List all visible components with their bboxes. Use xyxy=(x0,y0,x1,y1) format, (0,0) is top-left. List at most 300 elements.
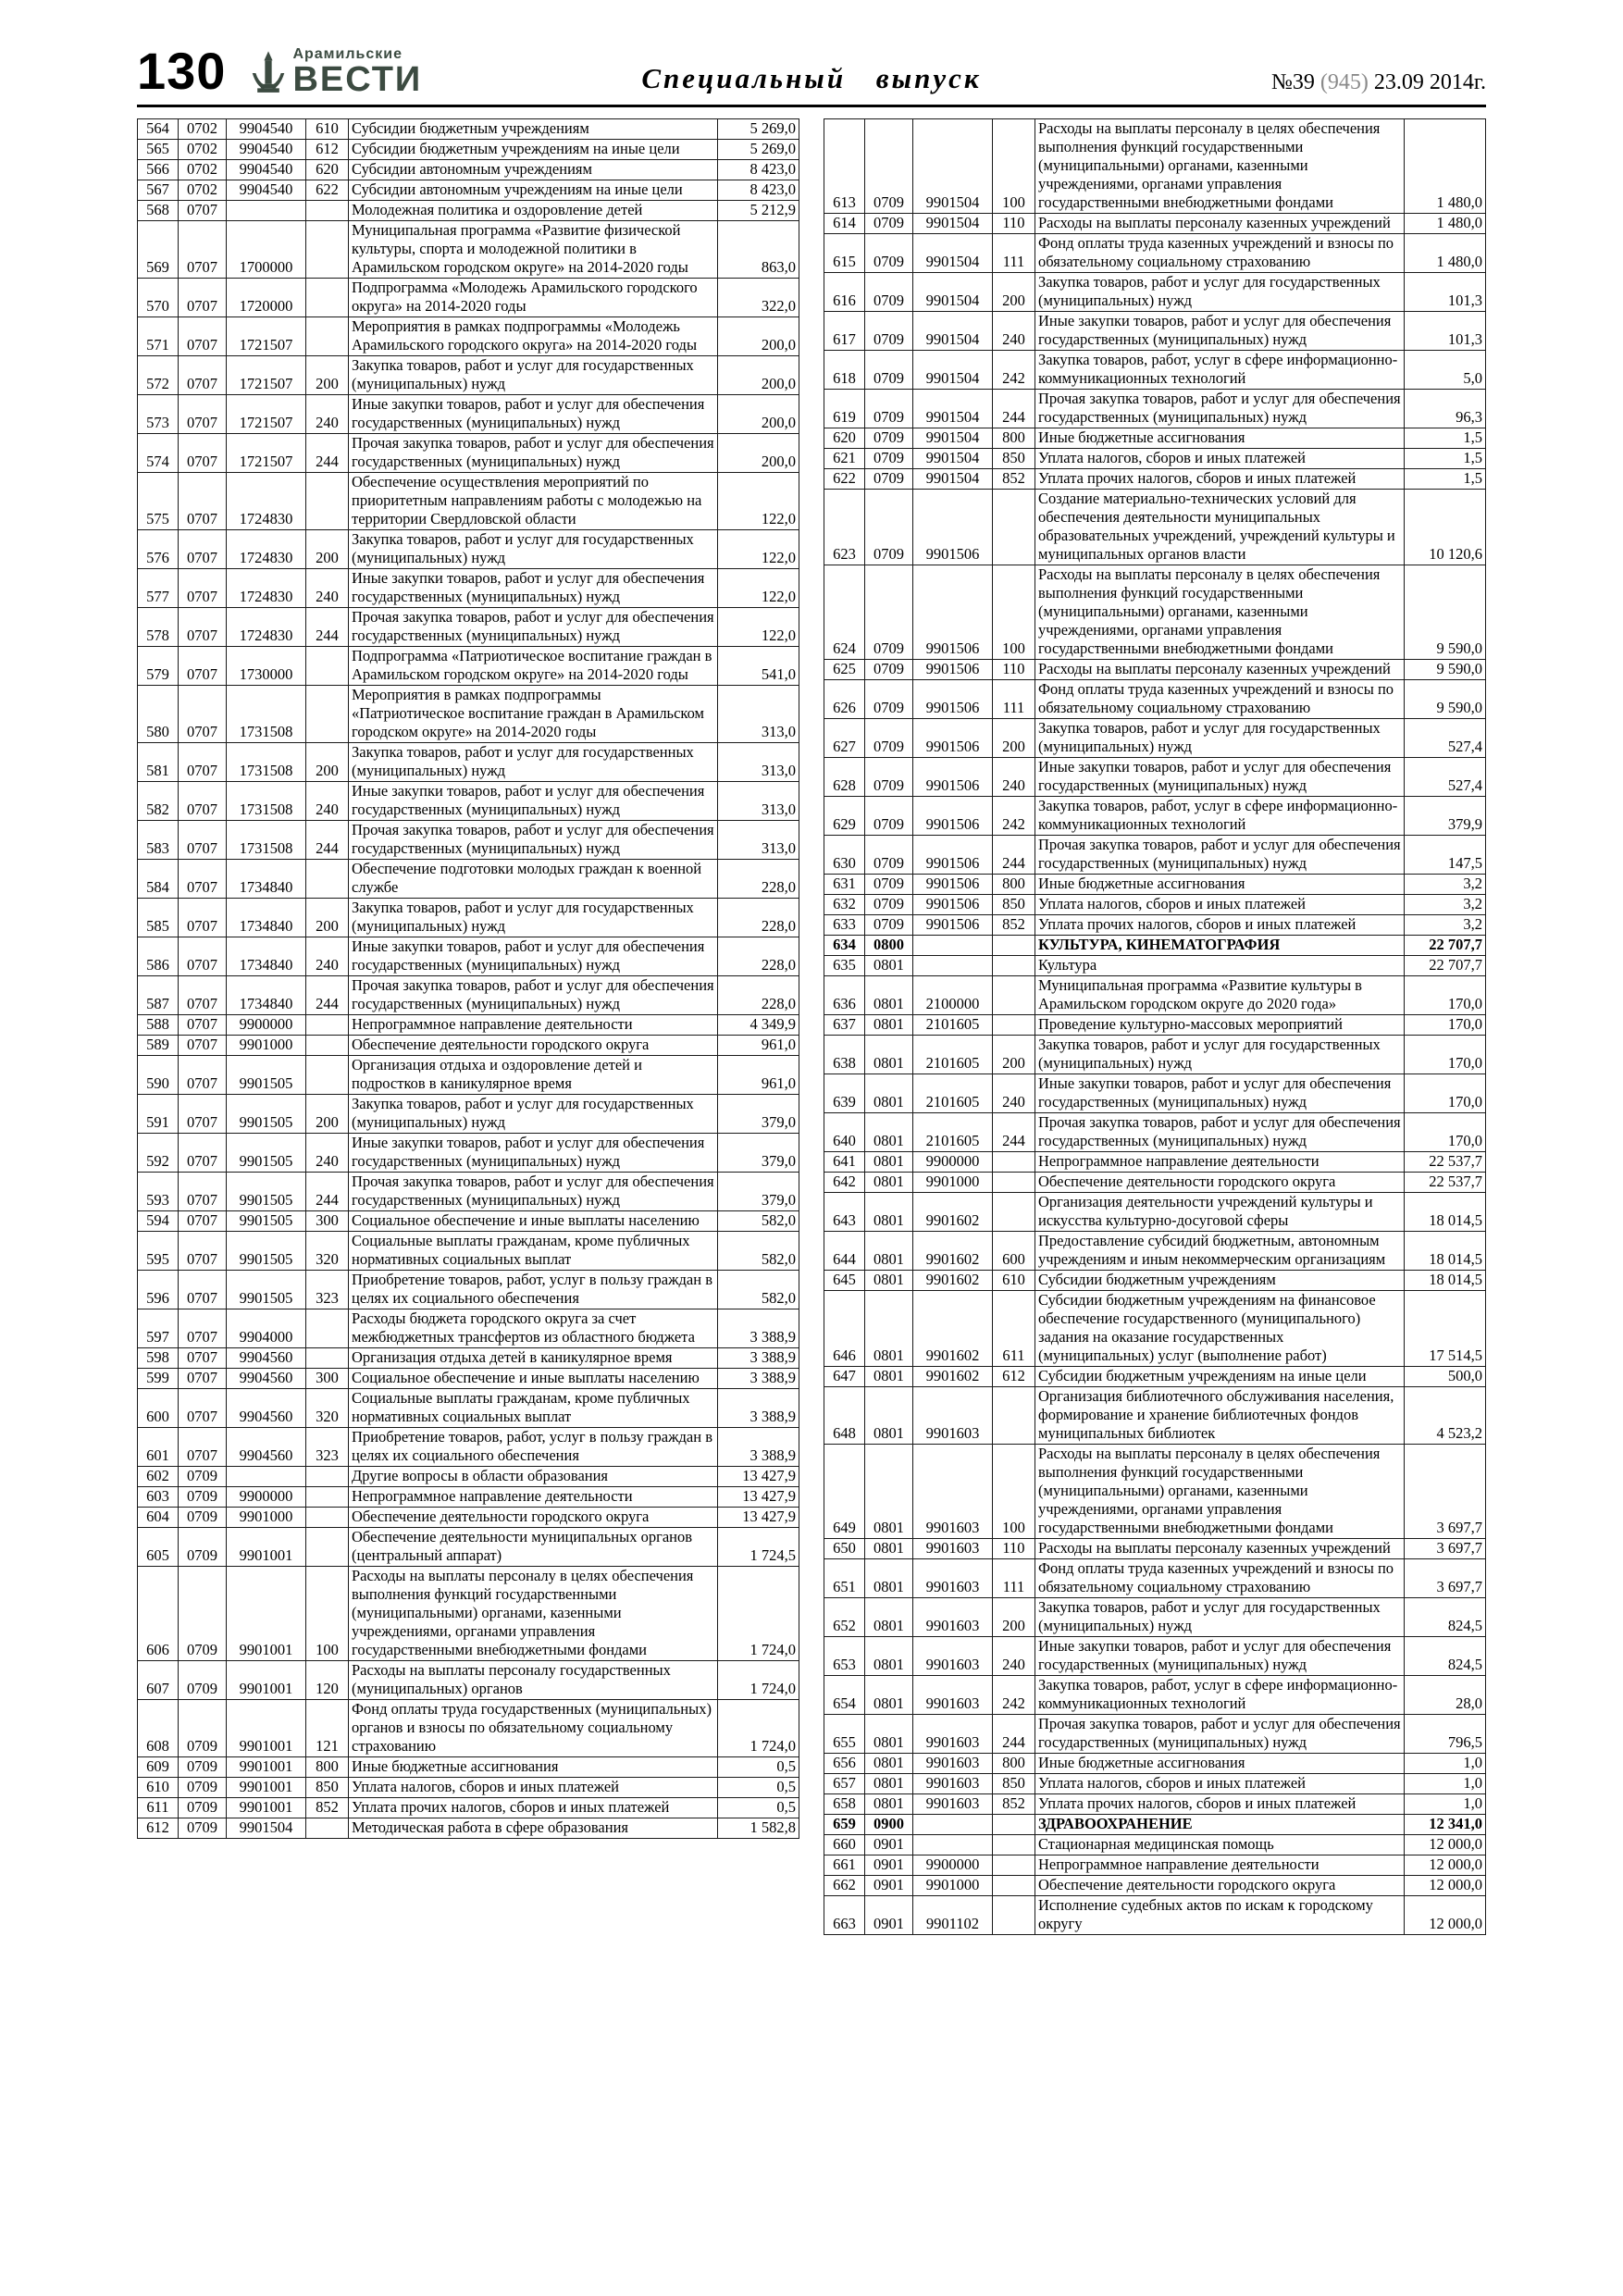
target-article-code: 9901001 xyxy=(227,1528,306,1567)
section-code: 0709 xyxy=(865,895,913,915)
expense-name: Обеспечение осуществления мероприятий по приоритетным направлениям работы с молодежью на территории Свердловской области xyxy=(349,473,718,530)
section-code: 0707 xyxy=(179,1369,227,1389)
table-row xyxy=(138,1095,799,1134)
section-code: 0709 xyxy=(179,1567,227,1661)
target-article-code: 9900000 xyxy=(227,1015,306,1036)
row-number: 641 xyxy=(824,1152,865,1173)
amount: 170,0 xyxy=(1405,1036,1486,1074)
table-row xyxy=(824,758,1486,797)
expense-name: Непрограммное направление деятельности xyxy=(1035,1152,1405,1173)
table-row xyxy=(824,1598,1486,1637)
expense-type-code: 244 xyxy=(993,836,1035,875)
expense-type-code xyxy=(306,279,349,317)
expense-name: Уплата прочих налогов, сборов и иных платежей xyxy=(1035,1794,1405,1815)
issue-info xyxy=(1271,70,1486,97)
section-code: 0709 xyxy=(179,1700,227,1757)
expense-name: Закупка товаров, работ, услуг в сфере информационно-коммуникационных технологий xyxy=(1035,797,1405,836)
row-number: 614 xyxy=(824,214,865,234)
table-row xyxy=(138,1778,799,1798)
amount: 4 523,2 xyxy=(1405,1387,1486,1445)
page-number: 130 xyxy=(137,42,227,100)
expense-name: Мероприятия в рамках подпрограммы «Молодежь Арамильского городского округа» на 2014-2020 годы xyxy=(349,317,718,356)
expense-name: Организация отдыха детей в каникулярное время xyxy=(349,1348,718,1369)
amount: 313,0 xyxy=(718,821,799,860)
expense-type-code xyxy=(306,1487,349,1508)
row-number: 569 xyxy=(138,221,179,279)
table-row xyxy=(824,1232,1486,1271)
target-article-code: 9901603 xyxy=(913,1598,993,1637)
target-article-code: 9901603 xyxy=(913,1754,993,1774)
table-row xyxy=(138,1369,799,1389)
expense-name: Прочая закупка товаров, работ и услуг для обеспечения государственных (муниципальных) нужд xyxy=(349,434,718,473)
newspaper-name-small: Арамильские xyxy=(292,46,403,62)
section-code: 0707 xyxy=(179,1173,227,1211)
table-row xyxy=(138,647,799,686)
expense-name: Уплата налогов, сборов и иных платежей xyxy=(1035,1774,1405,1794)
table-row xyxy=(824,797,1486,836)
row-number: 572 xyxy=(138,356,179,395)
target-article-code: 1724830 xyxy=(227,569,306,608)
section-code: 0707 xyxy=(179,201,227,221)
row-number: 586 xyxy=(138,937,179,976)
table-row xyxy=(824,660,1486,680)
row-number: 653 xyxy=(824,1637,865,1676)
section-code: 0801 xyxy=(865,1074,913,1113)
target-article-code: 9901001 xyxy=(227,1778,306,1798)
expense-type-code: 240 xyxy=(993,758,1035,797)
row-number: 617 xyxy=(824,312,865,351)
expense-type-code: 200 xyxy=(306,899,349,937)
expense-name: Субсидии бюджетным учреждениям на финансовое обеспечение государственного (муниципального) задания на оказание государственных (муниципальных) услуг (выполнение работ) xyxy=(1035,1291,1405,1367)
expense-type-code: 244 xyxy=(993,1715,1035,1754)
section-code: 0901 xyxy=(865,1835,913,1855)
expense-type-code: 200 xyxy=(306,356,349,395)
amount: 228,0 xyxy=(718,899,799,937)
target-article-code: 9901001 xyxy=(227,1661,306,1700)
section-code: 0707 xyxy=(179,1389,227,1428)
expense-name: Закупка товаров, работ и услуг для государственных (муниципальных) нужд xyxy=(349,743,718,782)
expense-name: Организация деятельности учреждений культуры и искусства культурно-досуговой сферы xyxy=(1035,1193,1405,1232)
amount: 5 269,0 xyxy=(718,119,799,140)
amount: 379,0 xyxy=(718,1095,799,1134)
target-article-code: 1731508 xyxy=(227,821,306,860)
expense-name: Муниципальная программа «Развитие физической культуры, спорта и молодежной политики в Арамильском городском округе» на 2014-2020 годы xyxy=(349,221,718,279)
table-row xyxy=(824,1876,1486,1896)
table-row xyxy=(824,1387,1486,1445)
section-code: 0801 xyxy=(865,1676,913,1715)
section-code: 0707 xyxy=(179,1134,227,1173)
amount: 200,0 xyxy=(718,434,799,473)
amount: 10 120,6 xyxy=(1405,490,1486,565)
row-number: 599 xyxy=(138,1369,179,1389)
section-code: 0801 xyxy=(865,1173,913,1193)
target-article-code xyxy=(913,956,993,976)
table-row xyxy=(824,1291,1486,1367)
expense-name: Субсидии автономным учреждениям xyxy=(349,160,718,180)
table-row xyxy=(824,1896,1486,1935)
table-row xyxy=(138,530,799,569)
target-article-code: 9901603 xyxy=(913,1637,993,1676)
row-number: 607 xyxy=(138,1661,179,1700)
expense-name: Иные закупки товаров, работ и услуг для обеспечения государственных (муниципальных) нужд xyxy=(349,395,718,434)
target-article-code: 9901602 xyxy=(913,1291,993,1367)
expense-name: Прочая закупка товаров, работ и услуг для обеспечения государственных (муниципальных) нужд xyxy=(349,608,718,647)
table-row xyxy=(824,1015,1486,1036)
row-number: 576 xyxy=(138,530,179,569)
amount: 1,0 xyxy=(1405,1754,1486,1774)
row-number: 630 xyxy=(824,836,865,875)
expense-name: Прочая закупка товаров, работ и услуг для обеспечения государственных (муниципальных) нужд xyxy=(349,976,718,1015)
expense-type-code: 100 xyxy=(993,565,1035,660)
expense-type-code: 111 xyxy=(993,680,1035,719)
row-number: 587 xyxy=(138,976,179,1015)
target-article-code: 9904000 xyxy=(227,1309,306,1348)
target-article-code: 9901603 xyxy=(913,1539,993,1559)
amount: 1 724,0 xyxy=(718,1661,799,1700)
target-article-code: 1724830 xyxy=(227,473,306,530)
amount: 18 014,5 xyxy=(1405,1271,1486,1291)
expense-type-code xyxy=(993,1835,1035,1855)
expense-name: Расходы на выплаты персоналу в целях обеспечения выполнения функций государственными (муниципальными) органами, казенными учреждениями, органами управления государственными внебюджетными фондами xyxy=(1035,565,1405,660)
table-row xyxy=(824,1754,1486,1774)
amount: 3 388,9 xyxy=(718,1389,799,1428)
content-columns xyxy=(137,118,1486,1935)
amount: 22 537,7 xyxy=(1405,1173,1486,1193)
row-number: 662 xyxy=(824,1876,865,1896)
target-article-code: 9901505 xyxy=(227,1056,306,1095)
row-number: 640 xyxy=(824,1113,865,1152)
row-number: 644 xyxy=(824,1232,865,1271)
target-article-code: 1734840 xyxy=(227,937,306,976)
section-code: 0707 xyxy=(179,356,227,395)
target-article-code: 9901506 xyxy=(913,895,993,915)
row-number: 565 xyxy=(138,140,179,160)
row-number: 661 xyxy=(824,1855,865,1876)
section-code: 0801 xyxy=(865,1271,913,1291)
row-number: 575 xyxy=(138,473,179,530)
expense-name: Закупка товаров, работ и услуг для государственных (муниципальных) нужд xyxy=(349,356,718,395)
table-row xyxy=(824,1173,1486,1193)
table-row xyxy=(824,680,1486,719)
section-code: 0901 xyxy=(865,1855,913,1876)
amount: 228,0 xyxy=(718,937,799,976)
target-article-code: 9901506 xyxy=(913,660,993,680)
section-code: 0707 xyxy=(179,1211,227,1232)
row-number: 645 xyxy=(824,1271,865,1291)
expense-type-code: 240 xyxy=(306,782,349,821)
section-code: 0709 xyxy=(865,119,913,214)
row-number: 626 xyxy=(824,680,865,719)
table-row xyxy=(138,608,799,647)
expense-type-code: 242 xyxy=(993,351,1035,390)
section-code: 0801 xyxy=(865,1036,913,1074)
target-article-code: 9901603 xyxy=(913,1794,993,1815)
row-number: 625 xyxy=(824,660,865,680)
table-row xyxy=(138,1211,799,1232)
expense-type-code: 240 xyxy=(306,1134,349,1173)
table-row xyxy=(824,273,1486,312)
expense-type-code: 240 xyxy=(993,1637,1035,1676)
table-row xyxy=(138,937,799,976)
expense-name: Закупка товаров, работ и услуг для государственных (муниципальных) нужд xyxy=(1035,1036,1405,1074)
expense-name: Создание материально-технических условий для обеспечения деятельности муниципальных образовательных учреждений, учреждений культуры и муниципальных органов власти xyxy=(1035,490,1405,565)
target-article-code: 9901504 xyxy=(913,428,993,449)
table-row xyxy=(824,449,1486,469)
expense-name: Иные бюджетные ассигнования xyxy=(1035,428,1405,449)
target-article-code: 9901504 xyxy=(913,234,993,273)
section-code: 0709 xyxy=(865,214,913,234)
section-code: 0707 xyxy=(179,317,227,356)
amount: 582,0 xyxy=(718,1271,799,1309)
expense-type-code xyxy=(306,1467,349,1487)
amount: 3 388,9 xyxy=(718,1348,799,1369)
amount: 3 388,9 xyxy=(718,1428,799,1467)
target-article-code: 9900000 xyxy=(913,1855,993,1876)
expense-type-code xyxy=(993,1015,1035,1036)
expense-type-code: 100 xyxy=(993,119,1035,214)
section-code: 0801 xyxy=(865,1539,913,1559)
newspaper-logo xyxy=(250,47,422,97)
amount: 3 388,9 xyxy=(718,1369,799,1389)
expense-type-code: 800 xyxy=(993,428,1035,449)
row-number: 588 xyxy=(138,1015,179,1036)
expense-type-code: 200 xyxy=(993,1598,1035,1637)
expense-type-code: 244 xyxy=(306,608,349,647)
row-number: 570 xyxy=(138,279,179,317)
expense-type-code xyxy=(306,1818,349,1839)
amount: 5,0 xyxy=(1405,351,1486,390)
expense-type-code: 240 xyxy=(993,312,1035,351)
target-article-code xyxy=(913,1815,993,1835)
amount: 101,3 xyxy=(1405,273,1486,312)
section-code: 0707 xyxy=(179,743,227,782)
amount: 582,0 xyxy=(718,1232,799,1271)
row-number: 582 xyxy=(138,782,179,821)
row-number: 631 xyxy=(824,875,865,895)
target-article-code: 1720000 xyxy=(227,279,306,317)
amount: 313,0 xyxy=(718,686,799,743)
row-number: 612 xyxy=(138,1818,179,1839)
expense-type-code xyxy=(306,1036,349,1056)
target-article-code: 9901506 xyxy=(913,875,993,895)
row-number: 580 xyxy=(138,686,179,743)
amount: 200,0 xyxy=(718,395,799,434)
section-code: 0901 xyxy=(865,1896,913,1935)
expense-type-code: 800 xyxy=(993,1754,1035,1774)
table-row xyxy=(138,180,799,201)
expense-name: Субсидии бюджетным учреждениям на иные цели xyxy=(1035,1367,1405,1387)
table-row xyxy=(138,1700,799,1757)
amount: 8 423,0 xyxy=(718,180,799,201)
expense-name: Организация отдыха и оздоровление детей и подростков в каникулярное время xyxy=(349,1056,718,1095)
table-row xyxy=(824,351,1486,390)
expense-type-code: 121 xyxy=(306,1700,349,1757)
table-row xyxy=(824,1271,1486,1291)
amount: 824,5 xyxy=(1405,1598,1486,1637)
section-code: 0801 xyxy=(865,1015,913,1036)
table-row xyxy=(138,1467,799,1487)
section-code: 0801 xyxy=(865,1598,913,1637)
row-number: 589 xyxy=(138,1036,179,1056)
table-row xyxy=(138,743,799,782)
expense-type-code: 612 xyxy=(993,1367,1035,1387)
expense-name: Социальное обеспечение и иные выплаты населению xyxy=(349,1211,718,1232)
table-row xyxy=(138,201,799,221)
section-code: 0709 xyxy=(179,1467,227,1487)
section-code: 0801 xyxy=(865,1445,913,1539)
table-row xyxy=(138,1389,799,1428)
expense-name: Закупка товаров, работ и услуг для государственных (муниципальных) нужд xyxy=(1035,1598,1405,1637)
row-number: 597 xyxy=(138,1309,179,1348)
amount: 541,0 xyxy=(718,647,799,686)
row-number: 591 xyxy=(138,1095,179,1134)
amount: 379,0 xyxy=(718,1134,799,1173)
target-article-code: 9901603 xyxy=(913,1387,993,1445)
amount: 1 480,0 xyxy=(1405,214,1486,234)
target-article-code: 9901504 xyxy=(913,312,993,351)
expense-name: Прочая закупка товаров, работ и услуг для обеспечения государственных (муниципальных) нужд xyxy=(1035,1113,1405,1152)
expense-type-code xyxy=(993,976,1035,1015)
section-code: 0801 xyxy=(865,1232,913,1271)
table-row xyxy=(138,1232,799,1271)
row-number: 618 xyxy=(824,351,865,390)
expense-name: Прочая закупка товаров, работ и услуг для обеспечения государственных (муниципальных) нужд xyxy=(349,1173,718,1211)
row-number: 594 xyxy=(138,1211,179,1232)
table-row xyxy=(824,1715,1486,1754)
amount: 3 697,7 xyxy=(1405,1445,1486,1539)
amount: 3,2 xyxy=(1405,915,1486,936)
row-number: 574 xyxy=(138,434,179,473)
section-code: 0709 xyxy=(865,565,913,660)
target-article-code: 9901506 xyxy=(913,719,993,758)
expense-name: Непрограммное направление деятельности xyxy=(1035,1855,1405,1876)
table-row xyxy=(138,160,799,180)
section-code: 0709 xyxy=(865,797,913,836)
expense-type-code: 610 xyxy=(306,119,349,140)
expense-name: Стационарная медицинская помощь xyxy=(1035,1835,1405,1855)
expense-name: Расходы бюджета городского округа за счет межбюджетных трансфертов из областного бюджета xyxy=(349,1309,718,1348)
table-row xyxy=(824,1637,1486,1676)
target-article-code: 9901506 xyxy=(913,836,993,875)
expense-type-code: 242 xyxy=(993,1676,1035,1715)
table-row xyxy=(138,473,799,530)
row-number: 655 xyxy=(824,1715,865,1754)
row-number: 642 xyxy=(824,1173,865,1193)
row-number: 590 xyxy=(138,1056,179,1095)
expense-type-code: 610 xyxy=(993,1271,1035,1291)
amount: 1,0 xyxy=(1405,1774,1486,1794)
target-article-code: 9901506 xyxy=(913,490,993,565)
section-code: 0707 xyxy=(179,821,227,860)
section-code: 0707 xyxy=(179,1036,227,1056)
section-code: 0707 xyxy=(179,1428,227,1467)
row-number: 651 xyxy=(824,1559,865,1598)
amount: 3 388,9 xyxy=(718,1309,799,1348)
target-article-code: 9901000 xyxy=(913,1876,993,1896)
amount: 3 697,7 xyxy=(1405,1539,1486,1559)
row-number: 627 xyxy=(824,719,865,758)
section-code: 0709 xyxy=(865,234,913,273)
expense-type-code: 852 xyxy=(993,469,1035,490)
expense-name: Расходы на выплаты персоналу казенных учреждений xyxy=(1035,214,1405,234)
section-code: 0709 xyxy=(865,758,913,797)
expense-name: Иные закупки товаров, работ и услуг для обеспечения государственных (муниципальных) нужд xyxy=(1035,1074,1405,1113)
target-article-code: 1721507 xyxy=(227,434,306,473)
expense-name: Закупка товаров, работ, услуг в сфере информационно-коммуникационных технологий xyxy=(1035,351,1405,390)
row-number: 605 xyxy=(138,1528,179,1567)
row-number: 621 xyxy=(824,449,865,469)
target-article-code: 9901602 xyxy=(913,1193,993,1232)
amount: 1 480,0 xyxy=(1405,234,1486,273)
amount: 28,0 xyxy=(1405,1676,1486,1715)
expense-type-code: 200 xyxy=(306,530,349,569)
table-row xyxy=(138,221,799,279)
expense-type-code xyxy=(993,1896,1035,1935)
target-article-code: 9901001 xyxy=(227,1700,306,1757)
target-article-code: 9901504 xyxy=(913,390,993,428)
row-number: 598 xyxy=(138,1348,179,1369)
section-code: 0707 xyxy=(179,937,227,976)
target-article-code: 9900000 xyxy=(227,1487,306,1508)
table-row xyxy=(824,1152,1486,1173)
expense-name: Мероприятия в рамках подпрограммы «Патриотическое воспитание граждан в Арамильском городском округе» на 2014-2020 годы xyxy=(349,686,718,743)
section-code: 0709 xyxy=(865,915,913,936)
table-row xyxy=(138,1134,799,1173)
table-row xyxy=(138,1757,799,1778)
amount: 228,0 xyxy=(718,976,799,1015)
expense-type-code: 111 xyxy=(993,1559,1035,1598)
table-row xyxy=(138,119,799,140)
expense-type-code xyxy=(306,201,349,221)
expense-type-code: 620 xyxy=(306,160,349,180)
section-code: 0707 xyxy=(179,608,227,647)
section-code: 0707 xyxy=(179,1271,227,1309)
target-article-code: 2101605 xyxy=(913,1036,993,1074)
section-code: 0707 xyxy=(179,1095,227,1134)
row-number: 581 xyxy=(138,743,179,782)
target-article-code: 9901603 xyxy=(913,1676,993,1715)
expense-type-code: 850 xyxy=(993,449,1035,469)
section-code: 0800 xyxy=(865,936,913,956)
row-number: 613 xyxy=(824,119,865,214)
target-article-code: 9901504 xyxy=(913,119,993,214)
expense-name: Субсидии бюджетным учреждениям на иные цели xyxy=(349,140,718,160)
target-article-code: 9901504 xyxy=(913,273,993,312)
table-row xyxy=(138,434,799,473)
expense-name: Иные закупки товаров, работ и услуг для обеспечения государственных (муниципальных) нужд xyxy=(349,569,718,608)
row-number: 647 xyxy=(824,1367,865,1387)
section-code: 0702 xyxy=(179,180,227,201)
section-code: 0707 xyxy=(179,434,227,473)
expense-name: Социальные выплаты гражданам, кроме публичных нормативных социальных выплат xyxy=(349,1389,718,1428)
target-article-code: 1731508 xyxy=(227,743,306,782)
expense-type-code xyxy=(993,1387,1035,1445)
target-article-code: 2101605 xyxy=(913,1015,993,1036)
amount: 796,5 xyxy=(1405,1715,1486,1754)
expense-type-code xyxy=(993,1876,1035,1896)
row-number: 600 xyxy=(138,1389,179,1428)
section-code: 0707 xyxy=(179,395,227,434)
section-code: 0709 xyxy=(865,875,913,895)
row-number: 601 xyxy=(138,1428,179,1467)
amount: 200,0 xyxy=(718,356,799,395)
expense-type-code: 852 xyxy=(306,1798,349,1818)
section-code: 0801 xyxy=(865,1559,913,1598)
expense-name: Обеспечение деятельности городского округа xyxy=(1035,1876,1405,1896)
table-row xyxy=(824,1774,1486,1794)
row-number: 624 xyxy=(824,565,865,660)
target-article-code: 1724830 xyxy=(227,608,306,647)
